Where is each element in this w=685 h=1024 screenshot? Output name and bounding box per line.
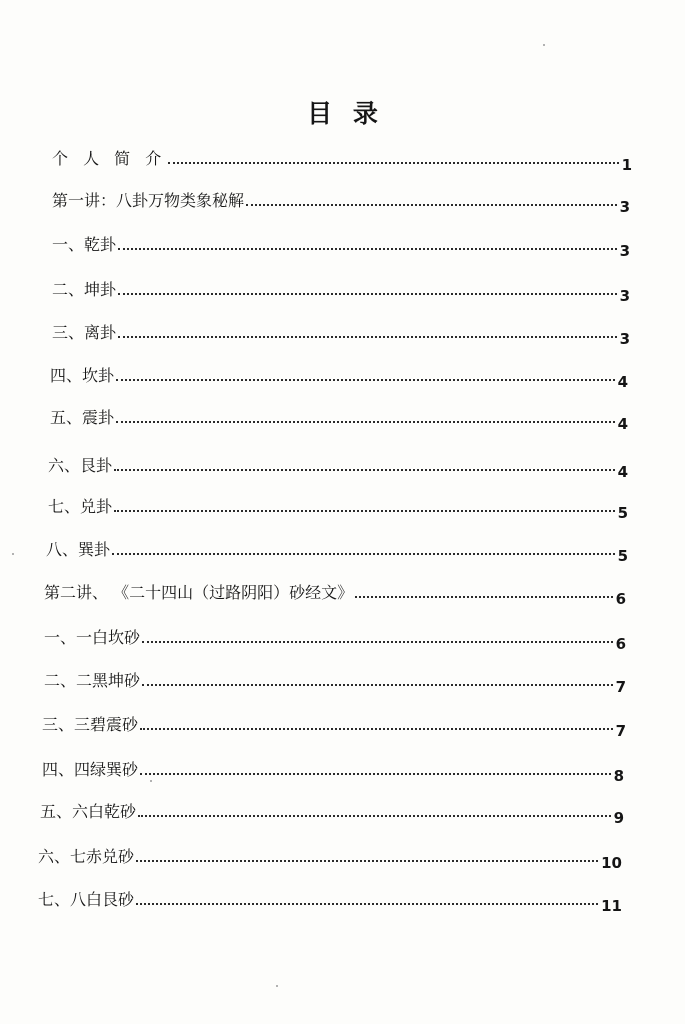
toc-entry: [52, 186, 630, 216]
dot-leader: [246, 204, 617, 206]
toc-entry-label: 七、八白艮砂: [38, 890, 135, 909]
dot-leader: [118, 248, 617, 250]
toc-entry: [50, 361, 628, 391]
dot-leader: [136, 860, 598, 862]
dot-leader: [140, 773, 611, 775]
toc-entry-label: 三、三碧震砂: [42, 715, 139, 734]
toc-entry-page: 5: [617, 504, 628, 522]
toc-entry-label: 六、七赤兑砂: [38, 847, 135, 866]
scan-speck: [276, 985, 278, 987]
dot-leader: [168, 162, 618, 164]
toc-entry-label: 五、震卦: [50, 408, 115, 427]
toc-entry-page: 1: [621, 156, 632, 174]
toc-entry-label: 七、兑卦: [48, 497, 113, 516]
toc-entry-label: 四、四绿巽砂: [42, 760, 139, 779]
toc-entry-page: 4: [617, 463, 628, 481]
toc-entry-page: 4: [617, 415, 628, 433]
toc-entry-page: 3: [619, 242, 630, 260]
toc-entry: [46, 535, 628, 565]
toc-entry-page: 8: [613, 767, 624, 785]
dot-leader: [140, 728, 613, 730]
page-title: 目 录: [307, 99, 384, 128]
toc-entry: [52, 275, 630, 305]
dot-leader: [138, 815, 611, 817]
toc-entry-label: 四、坎卦: [50, 366, 115, 385]
toc-entry: [38, 842, 622, 872]
toc-entry-label: 二、二黑坤砂: [44, 671, 141, 690]
toc-entry-page: 4: [617, 373, 628, 391]
dot-leader: [142, 684, 613, 686]
toc-entry-page: 3: [619, 198, 630, 216]
toc-entry-label: 五、六白乾砂: [40, 802, 137, 821]
dot-leader: [118, 293, 617, 295]
dot-leader: [112, 553, 615, 555]
toc-entry-label: 第二讲、 《二十四山（过路阴阳）砂经文》: [44, 583, 354, 602]
toc-entry-label: 三、离卦: [52, 323, 117, 342]
toc-entry-label: 个 人 简 介: [52, 149, 167, 168]
scan-speck: [543, 44, 545, 46]
toc-entry: [42, 755, 624, 785]
toc-entry: [38, 885, 622, 915]
toc-entry-page: 7: [615, 678, 626, 696]
dot-leader: [114, 510, 615, 512]
toc-entry: [42, 710, 626, 740]
dot-leader: [116, 379, 615, 381]
toc-entry: [52, 144, 632, 174]
dot-leader: [136, 903, 598, 905]
toc-entry-label: 八、巽卦: [46, 540, 111, 559]
dot-leader: [142, 641, 613, 643]
toc-entry-label: 第一讲：八卦万物类象秘解: [52, 191, 245, 210]
toc-entry-label: 一、乾卦: [52, 235, 117, 254]
toc-entry-page: 10: [601, 854, 622, 872]
toc-entry-page: 7: [615, 722, 626, 740]
dot-leader: [116, 421, 615, 423]
toc-entry-page: 6: [615, 590, 626, 608]
toc-entry-page: 5: [617, 547, 628, 565]
scan-speck: [12, 553, 14, 555]
toc-entry: [52, 318, 630, 348]
dot-leader: [114, 469, 615, 471]
toc-entry-label: 二、坤卦: [52, 280, 117, 299]
toc-entry-page: 9: [613, 809, 624, 827]
dot-leader: [355, 596, 612, 598]
toc-entry-page: 3: [619, 287, 630, 305]
toc-entry-label: 一、一白坎砂: [44, 628, 141, 647]
toc-entry: [50, 403, 628, 433]
scan-speck: [150, 780, 152, 782]
toc-entry: [48, 451, 628, 481]
dot-leader: [118, 336, 617, 338]
toc-entry-page: 6: [615, 635, 626, 653]
toc-entry-page: 3: [619, 330, 630, 348]
toc-entry: [40, 797, 624, 827]
toc-entry-page: 11: [601, 897, 622, 915]
toc-entry: [52, 230, 630, 260]
toc-entry-label: 六、艮卦: [48, 456, 113, 475]
toc-entry: [44, 623, 626, 653]
toc-entry: [44, 578, 626, 608]
toc-entry: [44, 666, 626, 696]
toc-entry: [48, 492, 628, 522]
